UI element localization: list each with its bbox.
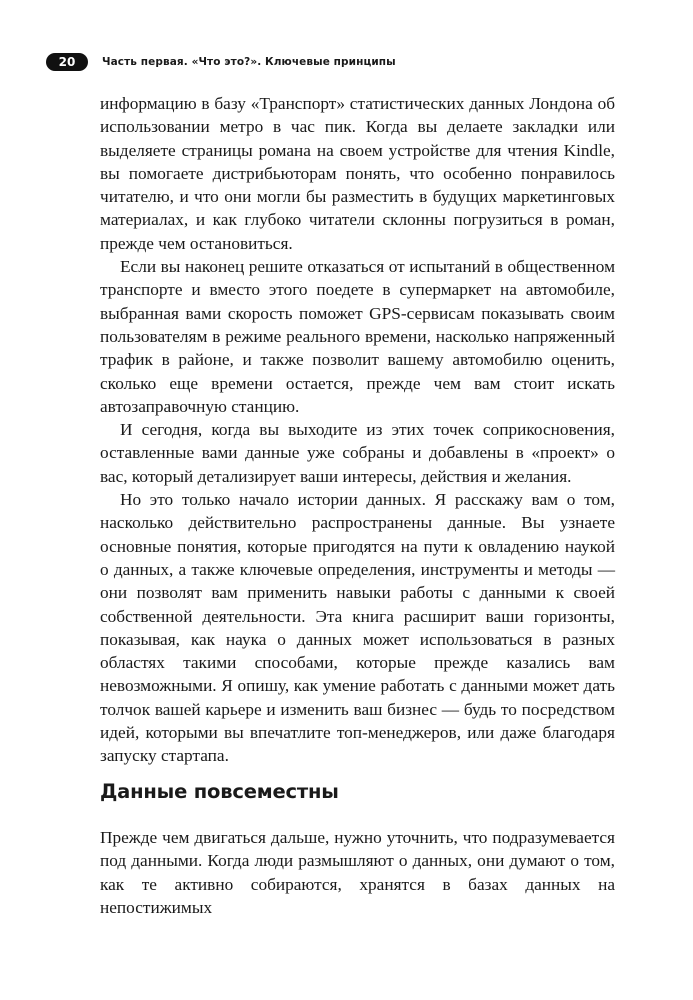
paragraph: Прежде чем двигаться дальше, нужно уточнить, что подразумевается под данными. Когда люди размышляют о данных, они думают о том, как те активно собираются, хранятся в базах данных на непостижимых <box>100 828 615 917</box>
section-heading: Данные повсеместны <box>100 780 339 803</box>
section-text <box>100 826 615 919</box>
main-text <box>100 92 615 768</box>
running-head: Часть первая. «Что это?». Ключевые принципы <box>102 56 396 68</box>
paragraph: И сегодня, когда вы выходите из этих точек соприкосновения, оставленные вами данные уже собраны и добавлены в «проект» о вас, который детализирует ваши интересы, действия и желания. <box>100 420 615 486</box>
paragraph: информацию в базу «Транспорт» статистических данных Лондона об использовании метро в час пик. Когда вы делаете закладки или выделяете страницы романа на своем устройстве для чтения Kindle, вы помогаете дистрибьюторам понять, что особенно понравилось читателю, и что они могли бы разместить в будущих маркетинговых материалах, и как глубоко читатели склонны погрузиться в роман, прежде чем остановиться. <box>100 94 615 253</box>
paragraph: Если вы наконец решите отказаться от испытаний в общественном транспорте и вместо этого поедете в супермаркет на автомобиле, выбранная вами скорость поможет GPS-сервисам показывать своим пользователям в режиме реального времени, насколько напряженный трафик в районе, и также позволит вашему автомобилю оценить, сколько еще времени остается, прежде чем вам стоит искать автозаправочную станцию. <box>100 257 615 416</box>
paragraph: Но это только начало истории данных. Я расскажу вам о том, насколько действительно распространены данные. Вы узнаете основные понятия, которые пригодятся на пути к овладению наукой о данных, а также ключевые определения, инструменты и методы — они позволят вам применить навыки работы с данными к своей собственной деятельности. Эта книга расширит ваши горизонты, показывая, как наука о данных может использоваться в разных областях такими способами, которые прежде казались вам невозможными. Я опишу, как умение работать с данными может дать толчок вашей карьере и изменить ваш бизнес — будь то посредством идей, которыми вы впечатлите топ-менеджеров, или даже благодаря запуску стартапа. <box>100 490 615 766</box>
page-header <box>46 52 396 72</box>
page-number: 20 <box>46 53 88 71</box>
